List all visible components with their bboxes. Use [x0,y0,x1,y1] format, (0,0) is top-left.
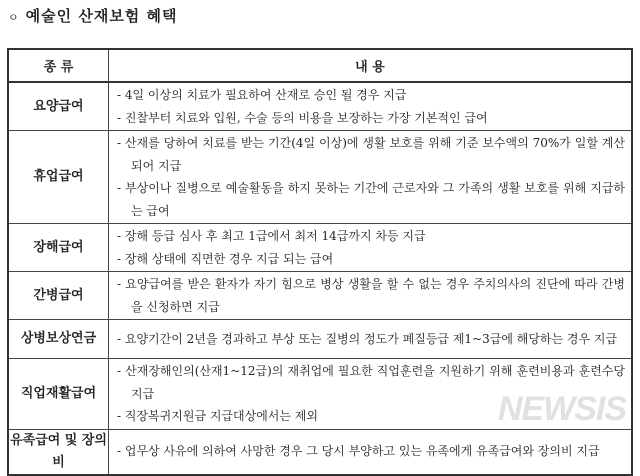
content-item: - 산재장해인의(산재1~12급)의 재취업에 필요한 직업훈련을 지원하기 위해 훈련비용과 훈련수당 지급 [117,364,625,401]
content-item: - 부상이나 질병으로 예술활동을 하지 못하는 기간에 근로자와 그 가족의 생활 보호를 위해 지급하는 급여 [117,181,625,218]
table-row [8,224,632,272]
row-content [109,82,633,131]
row-content [109,131,633,224]
table-row [8,82,632,131]
row-category: 휴업급여 [8,131,109,224]
bullet-icon: ㅇ [8,11,20,24]
row-content [109,272,633,320]
row-category: 장해급여 [8,224,109,272]
newsis-watermark: NEWSIS [497,390,626,428]
table-row [8,272,632,320]
content-item: - 직장복귀지원금 지급대상에서는 제외 [117,409,318,423]
row-category: 상병보상연금 [8,320,109,359]
row-content [109,429,633,475]
row-category: 직업재활급여 [8,359,109,430]
content-item: - 업무상 사유에 의하여 사망한 경우 그 당시 부양하고 있는 유족에게 유족급여와 장의비 지급 [117,444,600,459]
header-category: 종 류 [8,49,109,82]
table-row [8,429,632,475]
content-item: - 장해 상태에 직면한 경우 지급 되는 급여 [117,251,334,266]
content-item: - 요양급여를 받은 환자가 자기 힘으로 병상 생활을 할 수 없는 경우 주치의사의 진단에 따라 간병을 신청하면 지급 [117,277,625,314]
table-row [8,320,632,359]
table-header-row [8,49,632,82]
content-item: - 요양기간이 2년을 경과하고 부상 또는 질병의 정도가 폐질등급 제1~3급에 해당하는 경우 지급 [117,331,618,346]
content-item: - 4일 이상의 치료가 필요하여 산재로 승인 될 경우 지급 [117,88,407,102]
document-title [8,5,178,26]
table-row [8,131,632,224]
row-category: 유족급여 및 장의비 [8,429,109,475]
row-category: 간병급여 [8,272,109,320]
row-category: 요양급여 [8,82,109,131]
content-item: - 진찰부터 치료와 입원, 수술 등의 비용을 보장하는 가장 기본적인 급여 [117,110,488,125]
header-content: 내 용 [109,49,633,82]
row-content [109,224,633,272]
content-item: - 산재를 당하여 치료를 받는 기간(4일 이상)에 생활 보호를 위해 기준 보수액의 70%가 일할 계산되어 지급 [117,136,625,173]
title-text: 예술인 산재보험 혜택 [25,7,178,25]
content-item: - 장해 등급 심사 후 최고 1급에서 최저 14급까지 차등 지급 [117,229,426,243]
row-content [109,320,633,359]
